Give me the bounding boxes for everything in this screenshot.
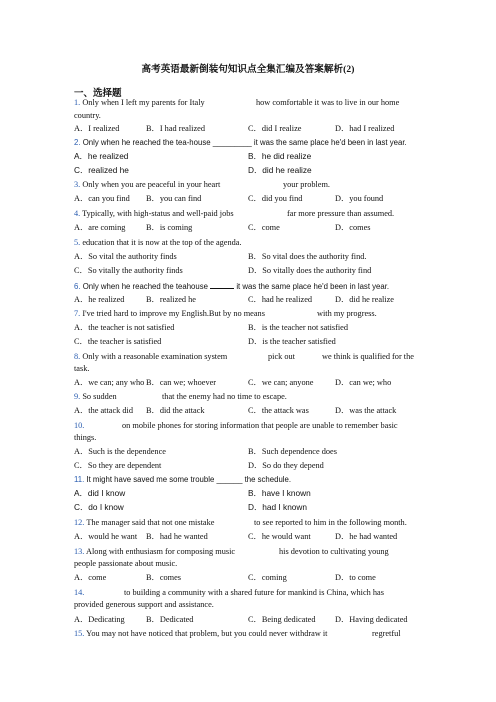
option-d: D．had I known [248, 502, 308, 512]
option-a: A．Such is the dependence [74, 447, 166, 456]
question-8-line-1 [74, 351, 227, 362]
question-8-line-1-cont: pick out [268, 352, 295, 361]
option-a: A．I realized [74, 124, 120, 133]
question-number: 11. [74, 475, 85, 484]
question-number: 10. [74, 421, 85, 430]
question-text: education that it is now at the top of the agenda. [82, 238, 242, 247]
option-a: A．he realized [74, 295, 125, 304]
page-title: 高考英语最新倒装句知识点全集汇编及答案解析(2) [141, 65, 355, 75]
option-c: C．did I realize [248, 124, 302, 133]
question-8-line-1-cont2: we think is qualified for the [322, 352, 414, 361]
question-number: 2. [74, 138, 81, 147]
option-b: B．had he wanted [146, 532, 208, 541]
option-a: A．he realized [74, 151, 129, 161]
option-d: D．had I realized [335, 124, 395, 133]
question-number: 12. [74, 518, 85, 527]
question-9-line-1 [74, 391, 117, 402]
question-13-line-2: people passionate about music. [74, 559, 178, 568]
question-number: 1. [74, 98, 81, 107]
option-c: C．So they are dependent [74, 461, 162, 470]
question-1-line-1-cont: how comfortable it was to live in our home [256, 98, 400, 107]
answer-blank [210, 280, 234, 289]
question-14-line-2: provided generous support and assistance. [74, 600, 214, 609]
question-13-line-1 [74, 546, 235, 557]
question-10-line-1 [74, 420, 84, 431]
question-number: 5. [74, 238, 81, 247]
question-text: Only when he reached the tea-house _________ it was the same place he'd been in last year. [82, 138, 407, 147]
question-text: You may not have noticed that problem, but you could never withdraw it [86, 629, 328, 638]
question-number: 13. [74, 547, 85, 556]
question-10-line-2: things. [74, 433, 97, 442]
option-d: D．So do they depend [248, 461, 324, 470]
question-5-line-1 [74, 237, 242, 248]
option-b: B．Such dependence does [248, 447, 337, 456]
question-4-line-1 [74, 208, 234, 219]
question-text: Only when he reached the teahouse [82, 282, 208, 291]
option-c: C．the attack was [248, 406, 309, 415]
option-a: A．So vital the authority finds [74, 252, 177, 261]
option-c: C．realized he [74, 165, 129, 175]
question-1-line-2: country. [74, 111, 101, 120]
question-number: 9. [74, 392, 81, 401]
question-number: 15. [74, 629, 85, 638]
question-text: Only when you are peaceful in your heart [82, 180, 221, 189]
question-6-line-1 [74, 280, 389, 292]
option-c: C．So vitally the authority finds [74, 266, 183, 275]
option-c: C．Being dedicated [248, 615, 316, 624]
option-d: D．did he realize [335, 295, 394, 304]
option-b: B．comes [146, 573, 182, 582]
question-7-line-1 [74, 308, 265, 319]
question-13-line-1-cont: his devotion to cultivating young [279, 547, 389, 556]
option-d: D．So vitally does the authority find [248, 266, 372, 275]
question-text: Only when I left my parents for Italy [82, 98, 205, 107]
question-4-line-1-cont: far more pressure than assumed. [287, 209, 395, 218]
option-c: C．did you find [248, 194, 303, 203]
question-12-line-1 [74, 517, 214, 528]
option-d: D．was the attack [335, 406, 397, 415]
option-b: B．Dedicated [146, 615, 194, 624]
question-number: 4. [74, 209, 81, 218]
question-14-line-1 [74, 587, 84, 598]
question-14-line-1-cont: to building a community with a shared future for mankind is China, which has [124, 588, 384, 597]
option-b: B．realized he [146, 295, 196, 304]
question-text: Typically, with high-status and well-paid jobs [82, 209, 234, 218]
option-b: B．did the attack [146, 406, 205, 415]
question-number: 6. [74, 282, 81, 291]
option-b: B．So vital does the authority find. [248, 252, 367, 261]
option-d: D．comes [335, 223, 371, 232]
question-2-line-1 [74, 137, 407, 148]
option-c: C．coming [248, 573, 287, 582]
option-a: A．come [74, 573, 107, 582]
option-d: D．is the teacher satisfied [248, 337, 336, 346]
question-number: 8. [74, 352, 81, 361]
question-text: The manager said that not one mistake [86, 518, 215, 527]
option-b: B．can we; whoever [146, 378, 217, 387]
option-c: C．we can; anyone [248, 378, 314, 387]
question-text: I've tried hard to improve my English.But by no means [82, 309, 265, 318]
option-b: B．you can find [146, 194, 202, 203]
question-3-line-1-cont: your problem. [283, 180, 331, 189]
question-11-line-1 [74, 474, 291, 485]
question-number: 7. [74, 309, 81, 318]
option-c: C．had he realized [248, 295, 313, 304]
question-text-cont: it was the same place he'd been in last year. [236, 282, 390, 291]
question-7-line-1-cont: with my progress. [317, 309, 377, 318]
option-b: B．is the teacher not satisfied [248, 323, 348, 332]
option-a: A．are coming [74, 223, 126, 232]
option-c: C．he would want [248, 532, 311, 541]
option-a: A．can you find [74, 194, 130, 203]
question-15-line-1 [74, 628, 328, 639]
option-a: A．did I know [74, 488, 126, 498]
question-text: Only with a reasonable examination system [82, 352, 228, 361]
question-8-line-2: task. [74, 364, 90, 373]
option-d: D．did he realize [248, 165, 312, 175]
section-heading: 一、选择题 [74, 89, 122, 99]
option-a: A．we can; any who [74, 378, 145, 387]
option-d: D．he had wanted [335, 532, 398, 541]
option-b: B．he did realize [248, 151, 312, 161]
option-a: A．Dedicating [74, 615, 125, 624]
option-d: D．can we; who [335, 378, 392, 387]
option-c: C．do I know [74, 502, 124, 512]
question-number: 3. [74, 180, 81, 189]
option-a: A．the teacher is not satisfied [74, 323, 175, 332]
question-text: So sudden [82, 392, 117, 401]
option-c: C．come [248, 223, 280, 232]
option-d: D．you found [335, 194, 384, 203]
question-12-line-1-cont: to see reported to him in the following month. [254, 518, 407, 527]
option-b: B．is coming [146, 223, 193, 232]
question-10-line-1-cont: on mobile phones for storing information that people are unable to remember basic [122, 421, 398, 430]
option-b: B．I had realized [146, 124, 205, 133]
option-b: B．have I known [248, 488, 311, 498]
question-text: It might have saved me some trouble ______ the schedule. [86, 475, 292, 484]
question-15-line-1-cont: regretful [372, 629, 401, 638]
question-number: 14. [74, 588, 85, 597]
question-text: Along with enthusiasm for composing music [86, 547, 236, 556]
option-a: A．the attack did [74, 406, 133, 415]
option-c: C．the teacher is satisfied [74, 337, 162, 346]
question-1-line-1 [74, 97, 205, 108]
question-9-line-1-cont: that the enemy had no time to escape. [162, 392, 287, 401]
question-3-line-1 [74, 179, 220, 190]
option-a: A．would he want [74, 532, 138, 541]
option-d: D．Having dedicated [335, 615, 408, 624]
option-d: D．to come [335, 573, 376, 582]
